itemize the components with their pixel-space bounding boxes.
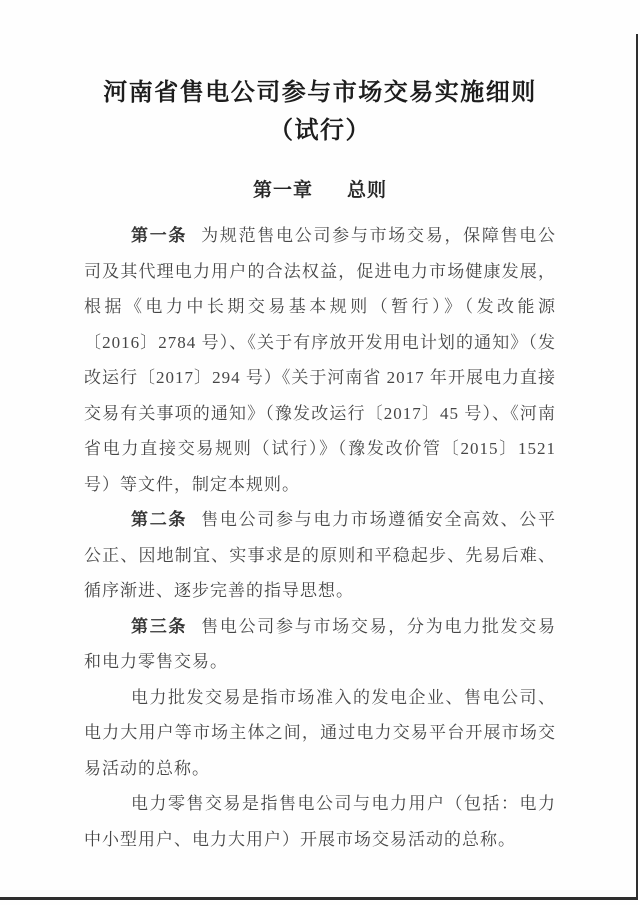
page-edge-shadow-bottom [0,897,638,900]
article-lead: 第二条 [131,510,188,529]
chapter-heading [84,180,556,202]
article-lead: 第三条 [131,616,188,636]
chapter-number-label: 第一章 [252,180,313,201]
article-paragraph [84,680,556,787]
article-paragraph [84,609,556,680]
article-lead: 第一条 [131,226,188,245]
article-text: 售电公司参与电力市场遵循安全高效、公平公正、因地制宜、实事求是的原则和平稳起步、先易后难、循序渐进、逐步完善的指导思想。 [84,510,557,600]
page-edge-shadow-right [636,34,638,899]
chapter-title-label: 总则 [347,180,388,201]
article-text: 为规范售电公司参与市场交易，保障售电公司及其代理电力用户的合法权益，促进电力市场健康发展，根据《电力中长期交易基本规则（暂行）》（发改能源〔2016〕2784 号）、《关于有序放开发用电计划的通知》（发改运行〔2017〕294 号）《关于河南省 2017 年开展电力直接交易有关事项的通知》（豫发改运行〔2017〕45 号）、《河南省电力直接交易规则（试行）》（豫发改价管〔2015〕1521 号）等文件，制定本规则。 [84,226,557,494]
document-title-line1: 河南省售电公司参与市场交易实施细则 [103,79,537,106]
document-title [84,74,556,150]
article-text: 售电公司参与市场交易，分为电力批发交易和电力零售交易。 [84,616,557,671]
article-paragraph [84,218,556,502]
document-title-line2: （试行） [269,117,371,144]
article-text: 电力零售交易是指售电公司与电力用户（包括：电力中小型用户、电力大用户）开展市场交易活动的总称。 [84,794,556,849]
document-content [84,0,556,857]
document-body [84,218,556,857]
article-text: 电力批发交易是指市场准入的发电企业、售电公司、电力大用户等市场主体之间，通过电力交易平台开展市场交易活动的总称。 [84,687,556,778]
article-paragraph [84,502,556,609]
article-paragraph [84,786,556,857]
